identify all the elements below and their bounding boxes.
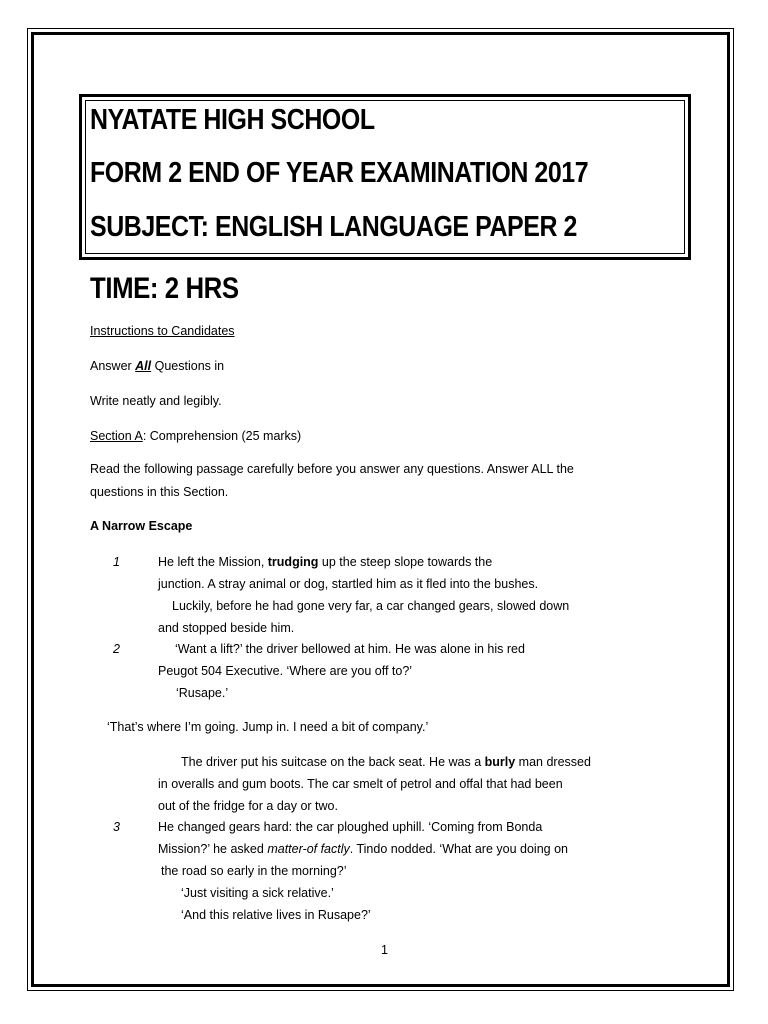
exam-time: TIME: 2 HRS [90,272,239,305]
answer-post: Questions in [151,359,225,373]
section-a-desc: : Comprehension (25 marks) [142,429,302,443]
passage-line: in overalls and gum boots. The car smelt of petrol and offal that had been [158,777,563,791]
paragraph-number-3: 3 [113,820,120,834]
answer-pre: Answer [90,359,136,373]
passage-line: Peugot 504 Executive. ‘Where are you off to?’ [158,664,413,678]
phrase-matter-of-factly: matter-of factly [267,842,350,856]
passage-title: A Narrow Escape [90,519,193,533]
passage-line: and stopped beside him. [158,621,295,635]
passage-line: ‘Just visiting a sick relative.’ [181,886,334,900]
section-a-line [90,425,301,447]
paragraph-number-1: 1 [113,555,120,569]
answer-all-line [90,355,224,377]
paragraph-number-2: 2 [113,642,120,656]
passage-text: up the steep slope towards the [318,555,493,569]
write-neatly-line: Write neatly and legibly. [90,394,222,408]
passage-line: ‘Want a lift?’ the driver bellowed at him. He was alone in his red [175,642,525,656]
answer-all-emphasis: All [135,359,152,373]
instructions-heading: Instructions to Candidates [90,324,235,338]
passage-line: ‘Rusape.’ [176,686,229,700]
passage-text: The driver put his suitcase on the back seat. He was a [181,755,485,769]
passage-line: junction. A stray animal or dog, startled him as it fled into the bushes. [158,577,539,591]
passage-line [181,751,591,773]
exam-title: FORM 2 END OF YEAR EXAMINATION 2017 [90,157,589,189]
read-instruction-line-1: Read the following passage carefully before you answer any questions. Answer ALL the [90,462,574,476]
passage-text: Mission?’ he asked [158,842,268,856]
passage-line: ‘And this relative lives in Rusape?’ [181,908,371,922]
page-number: 1 [381,943,388,957]
passage-line: Luckily, before he had gone very far, a car changed gears, slowed down [172,599,570,613]
passage-line [158,551,492,573]
passage-text: He left the Mission, [158,555,268,569]
passage-line [158,838,568,860]
school-name: NYATATE HIGH SCHOOL [90,104,375,136]
passage-line: He changed gears hard: the car ploughed uphill. ‘Coming from Bonda [158,820,543,834]
section-a-label: Section A [90,429,143,443]
subject-title: SUBJECT: ENGLISH LANGUAGE PAPER 2 [90,211,577,243]
passage-line: out of the fridge for a day or two. [158,799,338,813]
vocab-burly: burly [484,755,516,769]
passage-text: . Tindo nodded. ‘What are you doing on [349,842,568,856]
read-instruction-line-2: questions in this Section. [90,485,229,499]
passage-line: ‘That’s where I’m going. Jump in. I need a bit of company.’ [107,720,429,734]
passage-line: the road so early in the morning?’ [161,864,347,878]
vocab-trudging: trudging [267,555,319,569]
passage-text: man dressed [515,755,591,769]
